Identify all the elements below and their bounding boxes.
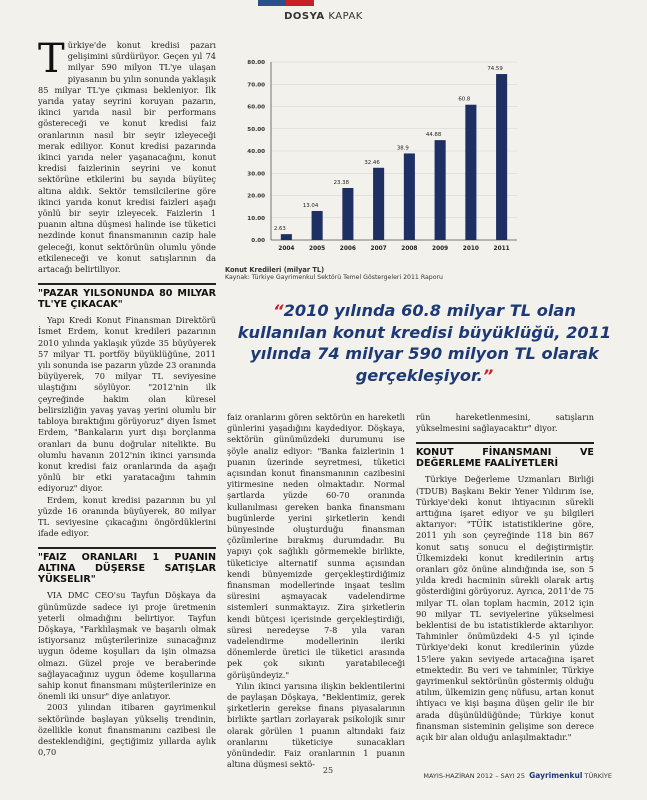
header-color-bar-red: [286, 0, 314, 6]
column-1: [38, 36, 216, 758]
x-tick-label: 2010: [462, 246, 479, 252]
x-tick-label: 2008: [401, 246, 418, 252]
section2-paragraph-2: 2003 yılından itibaren gayrimenkul sektöründe başlayan yükseliş trendinin, özellikle konut finansmanını cazibesi ile desteklendiğini, geçtiğimiz yıllarda aylık 0,70: [38, 702, 216, 758]
data-label: 38.9: [396, 145, 409, 152]
bar: [281, 234, 292, 240]
y-tick-label: 50.00: [247, 126, 265, 133]
y-tick-label: 40.00: [247, 149, 265, 156]
data-label: 23.38: [333, 179, 350, 186]
section1-heading: "PAZAR YILSONUNDA 80 MILYAR TL'YE ÇIKACAK": [38, 283, 216, 310]
bar: [312, 211, 323, 240]
data-label: 13.04: [302, 202, 319, 209]
data-label: 2.63: [273, 226, 286, 233]
chart-svg: [225, 52, 527, 270]
intro-paragraph: [38, 36, 216, 275]
bar: [435, 140, 446, 240]
footer: [352, 771, 612, 780]
y-tick-label: 30.00: [247, 171, 265, 178]
x-tick-label: 2009: [432, 246, 449, 252]
section2-paragraph-1: VIA DMC CEO'su Tayfun Döşkaya da günümüzde sadece iyi proje üretmenin yeterli olmadığını belirtiyor. Tayfun Döşkaya, "Farklılaşmak ve başarılı olmak istiyorsanız müşterilerinize sunacağınız uygun ödeme koşulları da işin olmazsa olmazı. Güzel proje ve beraberinde sağlayacağınız uygun ödeme koşullarına sahip konut finansmanı müşterilerinize en önemli iki unsur" diye anlatıyor.: [38, 590, 216, 702]
y-tick-label: 20.00: [247, 193, 265, 200]
y-tick-label: 70.00: [247, 82, 265, 89]
chart-title: Konut Kredileri (milyar TL): [225, 266, 325, 274]
quote-close-mark: ”: [482, 365, 494, 385]
pull-quote: [232, 300, 617, 386]
col3-paragraph-0: rün hareketlenmesini, satışların yükselmesini sağlayacaktır" diyor.: [416, 412, 594, 434]
section-label: [0, 11, 647, 22]
x-tick-label: 2006: [339, 246, 356, 252]
footer-brand-suffix: TÜRKİYE: [584, 772, 612, 780]
data-label: 44.88: [425, 132, 442, 139]
x-tick-label: 2004: [278, 246, 295, 252]
bar: [342, 188, 353, 240]
bar: [496, 74, 507, 240]
col2-paragraph-1: faiz oranlarını gören sektörün en hareketli günlerini yaşadığını kaydediyor. Döşkaya, sektörün günümüzdeki durumunu ise şöyle analiz ediyor: "Banka faizlerinin 1 puanın üzerinde seyretmesi, tüketici açısından konut finansmanının cazibesini yitirmesine neden olmaktadır. Normal şartlarda yüzde 60-70 oranında kullanılması gereken banka finansmanı bugünlerde yerini şirketlerin kendi bünyesinde oluşturduğu finansman çözümlerine bırakmış durumdadır. Bu yapıyı çok sağlıklı görmemekle birlikte, tüketiciye alternatif sunma açısından kendi bünyemizde gerçekleştirdiğimiz finansman modellerinde inşaat teslim süresini aşmayacak vadelendirme sistemleri sunmaktayız. Zira şirketlerin kendi bütçesi içerisinde gerçekleştirdiği, süresi neredeyse 7-8 yıla varan vadelendirme modellerinin ileriki dönemlerde üretici ile tüketici arasında pek çok sıkıntı yaratabileceği görüşündeyiz.": [227, 412, 405, 680]
section2-heading: "FAIZ ORANLARI 1 PUANIN ALTINA DÜŞERSE SATIŞLAR YÜKSELIR": [38, 547, 216, 585]
data-label: 32.46: [364, 159, 380, 166]
y-tick-label: 10.00: [247, 215, 265, 222]
bar: [465, 105, 476, 240]
x-tick-label: 2011: [493, 246, 510, 252]
drop-cap: T: [38, 36, 65, 82]
section1-paragraph-2: Erdem, konut kredisi pazarının bu yıl yüzde 16 oranında büyüyerek, 80 milyar TL seviyesine çıkacağını öngördüklerini ifade ediyor.: [38, 494, 216, 539]
quote-open-mark: “: [273, 301, 284, 320]
footer-brand: Gayrimenkul: [529, 771, 583, 780]
data-label: 60.8: [458, 96, 471, 103]
bar: [404, 153, 415, 240]
pull-quote-text: 2010 yılında 60.8 milyar TL olan kullanılan konut kredisi büyüklüğü, 2011 yılında 74 milyar 590 milyon TL olarak gerçekleşiyor.: [237, 301, 612, 385]
intro-text: ürkiye'de konut kredisi pazarı gelişimini sürdürüyor. Geçen yıl 74 milyar 590 milyon TL'ye ulaşan piyasanın bu yılın sonunda yaklaşık 85 milyar TL'ye çıkması bekleniyor. İlk yarıda yatay seyrini koruyan pazarın, ikinci yarıda nasıl bir performans göstereceği ve konut kredisi faiz oranlarının nasıl bir seyir izleyeceği merak ediliyor. Konut kredisi pazarında ikinci yarıda neler yaşanacağını, konut kredisi faizlerinin seyrini ve konut sektörüne etkilerini bu sayıda büyüteç altına aldık. Sektör temsilcilerine göre ikinci yarıda konut kredisi faizleri aşağı yönlü bir seyir izleyecek. Faizlerin 1 puanın altına düşmesi halinde ise tüketici nezdinde konut finansmanının cazip hale geleceği, konut sektörünün olumlu yönde etkileneceği ve konut satışlarının da artacağı belirtiliyor.: [38, 40, 216, 275]
col2-paragraph-2: Yılın ikinci yarısına ilişkin beklentilerini de paylaşan Döşkaya, "Beklentimiz, gerek şirketlerin gerekse finans piyasalarının birlikte şartları zorlayarak psikolojik sınır olarak görülen 1 puanın altındaki faiz oranlarını tüketiciye sunacakları yönündedir. Faiz oranlarının 1 puanın altına düşmesi sektö-: [227, 680, 405, 770]
y-tick-label: 80.00: [247, 60, 265, 67]
header-color-bar-blue: [258, 0, 286, 6]
col3-heading: KONUT FİNANSMANI VE DEĞERLEME FAALİYETLERİ: [416, 442, 594, 469]
section1-paragraph-1: Yapı Kredi Konut Finansman Direktörü İsmet Erdem, konut kredileri pazarının 2010 yılında yaklaşık yüzde 35 büyüyerek 57 milyar TL portföy büyüklüğüne, 2011 yılı sonunda ise pazarın yüzde 23 oranında büyüyerek, 70 milyar TL seviyesine ulaştığını söylüyor. "2012'nin ilk çeyreğinde hakim olan küresel belirsizliğin yavaş yavaş yerini olumlu bir tabloya bıraktığını görüyoruz" diyen İsmet Erdem, "Bankaların yurt dışı borçlanma oranları da bunu doğrular nitelikte. Bu olumlu havanın 2012'nin ikinci yarısında konut kredisi faiz oranlarında da aşağı yönlü bir etki yaratacağını tahmin ediyoruz" diyor.: [38, 315, 216, 494]
y-tick-label: 60.00: [247, 104, 265, 111]
bar-chart: [225, 52, 527, 270]
bar: [373, 168, 384, 240]
chart-caption: [225, 266, 535, 282]
data-label: 74.59: [487, 66, 503, 73]
col3-paragraph-1: Türkiye Değerleme Uzmanları Birliği (TDUB) Başkanı Bekir Yener Yıldırım ise, Türkiye'deki konut ihtiyacının sürekli arttığına işaret ediyor ve şu bilgileri aktarıyor: "TÜİK istatistiklerine göre, 2011 yılı son çeyreğinde 118 bin 867 konut satış sonucu el değiştirmiştir. Ülkemizdeki konut kredilerinin artış oranları göz önüne alındığında ise, son 5 yılda kredi hacminin sürekli olarak artış gösterdiğini görüyoruz. Ayrıca, 2011'de 75 milyar TL olan toplam hacmin, 2012 için 90 milyar TL seviyelerine yükselmesi beklentisi de bu istatistiklerde aktarılıyor. Tahminler önümüzdeki 4-5 yıl içinde Türkiye'deki konut kredilerinin yüzde 15'lere yakın seviyede artacağına işaret etmektedir. Bu veri ve tahminler, Türkiye gayrimenkul sektörünün göstermiş olduğu atılım, ülkemizin genç nüfusu, artan konut ihtiyacı ve kişi başına düşen gelir ile bir arada düşünüldüğünde; Türkiye konut finansman sisteminin gelişime son derece açık bir alan olduğu anlaşılmaktadır.": [416, 474, 594, 743]
x-tick-label: 2005: [309, 246, 326, 252]
section-label-strong: DOSYA: [284, 11, 325, 22]
x-tick-label: 2007: [370, 246, 387, 252]
section-label-rest: KAPAK: [328, 11, 363, 22]
column-3: [416, 412, 594, 743]
page-number: 25: [322, 766, 334, 775]
footer-issue: MAYIS-HAZİRAN 2012 – SAYI 25: [423, 772, 525, 780]
column-2: [227, 412, 405, 771]
chart-source: Kaynak: Türkiye Gayrimenkul Sektörü Temel Göstergeleri 2011 Raporu: [225, 274, 443, 281]
y-tick-label: 0.00: [251, 238, 265, 245]
